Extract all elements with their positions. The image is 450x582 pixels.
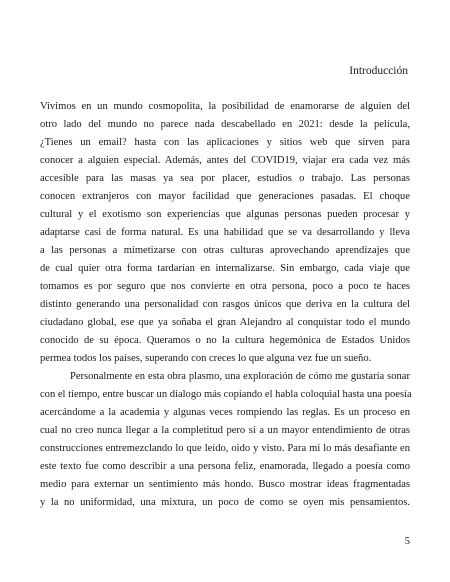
paragraph-line: a las personas a mimetizarse con otras culturas aprovechando aprendizajes que: [40, 245, 410, 256]
paragraph-line: construcciones entremezclando lo que leído, oido y visto. Para mi lo más desafiante en: [40, 443, 410, 454]
paragraph-line: otro lado del mundo no parece nada descabellado en 2021: desde la película,: [40, 119, 410, 130]
paragraph-2: [40, 368, 410, 512]
paragraph-line: Vivimos en un mundo cosmopolita, la posibilidad de enamorarse de alguien del: [40, 101, 410, 112]
paragraph-line: cual no creo nunca llegar a la completitud pero sí a un mayor entendimiento de otras: [40, 425, 410, 436]
paragraph-line: tomamos es por seguro que nos convierte en otra persona, poco a poco te haces: [40, 281, 410, 292]
page-number: 5: [404, 536, 410, 547]
paragraph-line: accesible para las masas ya sea por placer, estudios o trabajo. Las personas: [40, 173, 410, 184]
paragraph-line: conocen extranjeros con mayor facilidad que generaciones pasadas. El choque: [40, 191, 410, 202]
paragraph-line: acercándome a la academia y algunas veces rompiendo las reglas. Es un proceso en: [40, 407, 410, 418]
paragraph-line: permea todos los países, superando con creces lo que alguna vez fue un sueño.: [40, 353, 372, 364]
paragraph-line: de cual quier otra forma tardarían en internalizarse. Sin embargo, cada viaje que: [40, 263, 410, 274]
paragraph-line: cultural y el exotismo son experiencias que algunas personas pueden procesar y: [40, 209, 410, 220]
paragraph-1: [40, 98, 410, 368]
paragraph-line: distinto generando una personalidad con rasgos únicos que deriva en la cultura del: [40, 299, 410, 310]
paragraph-line: ciudadano global, ese que ya soñaba el gran Alejandro al conquistar todo el mundo: [40, 317, 410, 328]
paragraph-line: y la no uniformidad, una mixtura, un poco de como se oyen mis pensamientos.: [40, 497, 410, 508]
paragraph-line: este texto fue como describir a una persona feliz, enamorada, llegado a poesía como: [40, 461, 410, 472]
paragraph-line: adaptarse casi de forma natural. Es una habilidad que se va desarrollando y lleva: [40, 227, 410, 238]
section-title: Introducción: [349, 65, 408, 77]
paragraph-line: conocer a alguien especial. Además, antes del COVID19, viajar era cada vez más: [40, 155, 410, 166]
paragraph-line: con el tiempo, entre buscar un dialogo más copiando el habla coloquial hasta una poesía: [40, 389, 412, 400]
paragraph-line: medio para externar un sentimiento más hondo. Busco mostrar ideas fragmentadas: [40, 479, 410, 490]
body-text: [40, 98, 410, 512]
paragraph-line: conocido de su época. Queramos o no la cultura hegemónica de Estados Unidos: [40, 335, 410, 346]
paragraph-line: Personalmente en esta obra plasmo, una exploración de cómo me gustaría sonar: [70, 371, 410, 382]
paragraph-line: ¿Tienes un email? hasta con las aplicaciones y sitios web que sirven para: [40, 137, 410, 148]
